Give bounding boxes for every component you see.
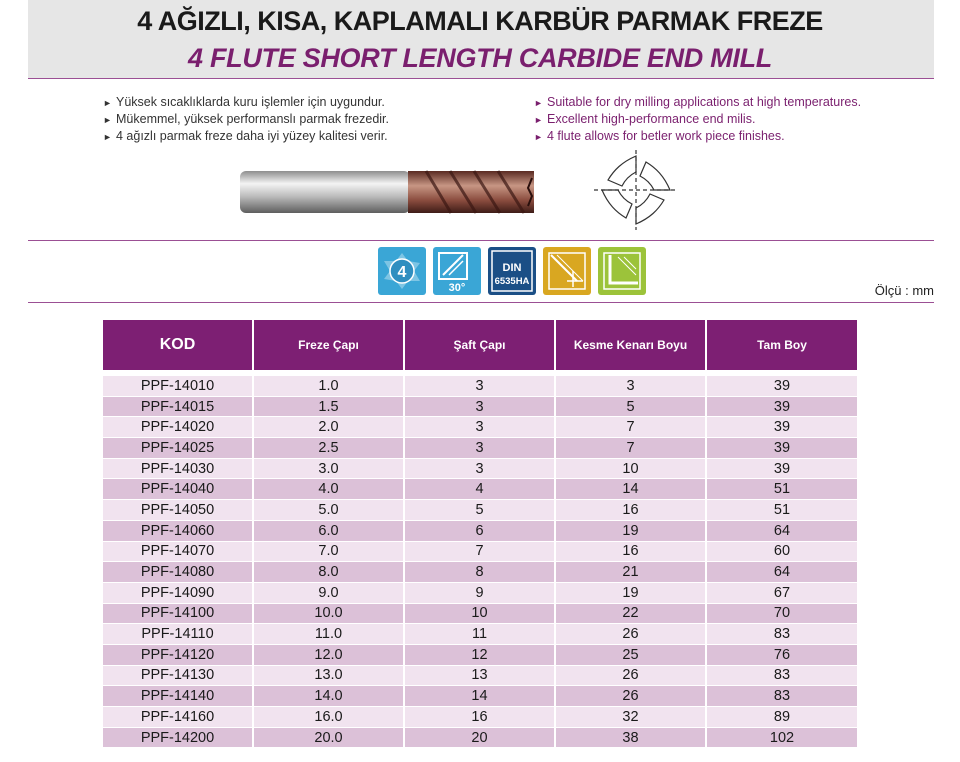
cell-cutting-length: 14 bbox=[555, 479, 706, 500]
flute-count-icon bbox=[378, 247, 426, 295]
cell-overall-length: 39 bbox=[706, 458, 857, 479]
feature-item: ► Yüksek sıcaklıklarda kuru işlemler için uygundur. bbox=[103, 95, 385, 109]
cell-overall-length: 83 bbox=[706, 686, 857, 707]
table-body bbox=[103, 370, 857, 748]
cell-code: PPF-14025 bbox=[103, 438, 253, 459]
cell-cutting-length: 3 bbox=[555, 376, 706, 396]
cell-shank-diameter: 3 bbox=[404, 438, 555, 459]
cell-code: PPF-14080 bbox=[103, 562, 253, 583]
cell-shank-diameter: 12 bbox=[404, 644, 555, 665]
cell-mill-diameter: 3.0 bbox=[253, 458, 404, 479]
column-header-code: KOD bbox=[103, 320, 253, 370]
cell-overall-length: 51 bbox=[706, 479, 857, 500]
cell-mill-diameter: 4.0 bbox=[253, 479, 404, 500]
side-milling-icon bbox=[543, 247, 591, 295]
cell-mill-diameter: 9.0 bbox=[253, 582, 404, 603]
bullet-arrow-icon: ► bbox=[103, 115, 112, 125]
cell-overall-length: 64 bbox=[706, 520, 857, 541]
table-row bbox=[103, 727, 857, 748]
cell-overall-length: 70 bbox=[706, 603, 857, 624]
cell-overall-length: 76 bbox=[706, 644, 857, 665]
cell-cutting-length: 7 bbox=[555, 438, 706, 459]
column-header-mill-diameter: Freze Çapı bbox=[253, 320, 404, 370]
cell-shank-diameter: 7 bbox=[404, 541, 555, 562]
cell-mill-diameter: 10.0 bbox=[253, 603, 404, 624]
table-row bbox=[103, 686, 857, 707]
cell-code: PPF-14110 bbox=[103, 624, 253, 645]
cell-mill-diameter: 2.5 bbox=[253, 438, 404, 459]
cell-shank-diameter: 13 bbox=[404, 665, 555, 686]
cell-cutting-length: 21 bbox=[555, 562, 706, 583]
product-table bbox=[103, 320, 857, 748]
cell-overall-length: 89 bbox=[706, 707, 857, 728]
cell-overall-length: 39 bbox=[706, 417, 857, 438]
cell-shank-diameter: 10 bbox=[404, 603, 555, 624]
feature-item: ► Suitable for dry milling applications at high temperatures. bbox=[534, 95, 862, 109]
table-row bbox=[103, 624, 857, 645]
table-divider bbox=[28, 302, 934, 303]
slot-milling-icon bbox=[598, 247, 646, 295]
cell-cutting-length: 38 bbox=[555, 727, 706, 748]
svg-text:4: 4 bbox=[397, 264, 407, 281]
feature-item: ► Mükemmel, yüksek performanslı parmak frezedir. bbox=[103, 112, 390, 126]
cell-cutting-length: 26 bbox=[555, 686, 706, 707]
table-row bbox=[103, 396, 857, 417]
cell-mill-diameter: 16.0 bbox=[253, 707, 404, 728]
cell-code: PPF-14030 bbox=[103, 458, 253, 479]
cell-code: PPF-14200 bbox=[103, 727, 253, 748]
cell-mill-diameter: 14.0 bbox=[253, 686, 404, 707]
table-row bbox=[103, 376, 857, 396]
feature-list-turkish bbox=[103, 94, 389, 145]
feature-icon-row bbox=[378, 247, 646, 295]
table-row bbox=[103, 417, 857, 438]
cell-shank-diameter: 6 bbox=[404, 520, 555, 541]
cell-shank-diameter: 11 bbox=[404, 624, 555, 645]
cell-cutting-length: 16 bbox=[555, 541, 706, 562]
cell-shank-diameter: 14 bbox=[404, 686, 555, 707]
cell-cutting-length: 26 bbox=[555, 624, 706, 645]
cell-code: PPF-14060 bbox=[103, 520, 253, 541]
bullet-arrow-icon: ► bbox=[103, 132, 112, 142]
column-header-shank-diameter: Şaft Çapı bbox=[404, 320, 555, 370]
cell-code: PPF-14140 bbox=[103, 686, 253, 707]
column-header-overall-length: Tam Boy bbox=[706, 320, 857, 370]
cell-mill-diameter: 1.0 bbox=[253, 376, 404, 396]
cell-mill-diameter: 12.0 bbox=[253, 644, 404, 665]
table-row bbox=[103, 458, 857, 479]
table-row bbox=[103, 562, 857, 583]
table-row bbox=[103, 644, 857, 665]
cell-mill-diameter: 13.0 bbox=[253, 665, 404, 686]
cell-overall-length: 39 bbox=[706, 376, 857, 396]
cell-mill-diameter: 1.5 bbox=[253, 396, 404, 417]
cell-code: PPF-14015 bbox=[103, 396, 253, 417]
cell-code: PPF-14160 bbox=[103, 707, 253, 728]
helix-angle-icon bbox=[433, 247, 481, 295]
svg-text:6535HA: 6535HA bbox=[494, 276, 530, 287]
table-row bbox=[103, 707, 857, 728]
table-row bbox=[103, 665, 857, 686]
header-divider bbox=[28, 78, 934, 79]
cell-cutting-length: 7 bbox=[555, 417, 706, 438]
cell-overall-length: 39 bbox=[706, 438, 857, 459]
cell-overall-length: 39 bbox=[706, 396, 857, 417]
cell-code: PPF-14100 bbox=[103, 603, 253, 624]
table-header-row bbox=[103, 320, 857, 370]
cell-shank-diameter: 3 bbox=[404, 396, 555, 417]
table-row bbox=[103, 603, 857, 624]
bullet-arrow-icon: ► bbox=[103, 98, 112, 108]
cell-code: PPF-14050 bbox=[103, 500, 253, 521]
cell-mill-diameter: 5.0 bbox=[253, 500, 404, 521]
cell-shank-diameter: 8 bbox=[404, 562, 555, 583]
cell-cutting-length: 22 bbox=[555, 603, 706, 624]
cell-overall-length: 67 bbox=[706, 582, 857, 603]
feature-list-english bbox=[534, 94, 861, 145]
cell-overall-length: 102 bbox=[706, 727, 857, 748]
cell-shank-diameter: 3 bbox=[404, 458, 555, 479]
cell-overall-length: 83 bbox=[706, 624, 857, 645]
end-mill-image bbox=[236, 166, 538, 218]
flute-cross-section-icon bbox=[592, 148, 680, 232]
cell-shank-diameter: 20 bbox=[404, 727, 555, 748]
cell-cutting-length: 19 bbox=[555, 582, 706, 603]
table-row bbox=[103, 479, 857, 500]
section-divider bbox=[28, 240, 934, 241]
cell-shank-diameter: 9 bbox=[404, 582, 555, 603]
cell-code: PPF-14020 bbox=[103, 417, 253, 438]
table-row bbox=[103, 582, 857, 603]
bullet-arrow-icon: ► bbox=[534, 98, 543, 108]
cell-code: PPF-14010 bbox=[103, 376, 253, 396]
cell-code: PPF-14040 bbox=[103, 479, 253, 500]
svg-text:DIN: DIN bbox=[502, 262, 522, 274]
cell-shank-diameter: 3 bbox=[404, 417, 555, 438]
cell-cutting-length: 19 bbox=[555, 520, 706, 541]
cell-cutting-length: 32 bbox=[555, 707, 706, 728]
feature-item: ► Excellent high-performance end milis. bbox=[534, 112, 756, 126]
cell-code: PPF-14070 bbox=[103, 541, 253, 562]
bullet-arrow-icon: ► bbox=[534, 132, 543, 142]
column-header-cutting-length: Kesme Kenarı Boyu bbox=[555, 320, 706, 370]
title-turkish: 4 AĞIZLI, KISA, KAPLAMALI KARBÜR PARMAK FREZE bbox=[137, 6, 823, 36]
table-row bbox=[103, 520, 857, 541]
cell-cutting-length: 16 bbox=[555, 500, 706, 521]
cell-shank-diameter: 16 bbox=[404, 707, 555, 728]
cell-cutting-length: 10 bbox=[555, 458, 706, 479]
cell-shank-diameter: 5 bbox=[404, 500, 555, 521]
cell-overall-length: 60 bbox=[706, 541, 857, 562]
cell-mill-diameter: 20.0 bbox=[253, 727, 404, 748]
bullet-arrow-icon: ► bbox=[534, 115, 543, 125]
cell-cutting-length: 25 bbox=[555, 644, 706, 665]
unit-label: Ölçü : mm bbox=[874, 283, 934, 298]
cell-mill-diameter: 8.0 bbox=[253, 562, 404, 583]
svg-text:30°: 30° bbox=[448, 282, 466, 294]
cell-overall-length: 64 bbox=[706, 562, 857, 583]
cell-shank-diameter: 3 bbox=[404, 376, 555, 396]
table-row bbox=[103, 438, 857, 459]
title-english: 4 FLUTE SHORT LENGTH CARBIDE END MILL bbox=[188, 43, 772, 73]
table-row bbox=[103, 541, 857, 562]
cell-code: PPF-14090 bbox=[103, 582, 253, 603]
feature-item: ► 4 flute allows for betler work piece finishes. bbox=[534, 129, 785, 143]
cell-code: PPF-14120 bbox=[103, 644, 253, 665]
cell-overall-length: 83 bbox=[706, 665, 857, 686]
cell-code: PPF-14130 bbox=[103, 665, 253, 686]
cell-cutting-length: 26 bbox=[555, 665, 706, 686]
feature-item: ► 4 ağızlı parmak freze daha iyi yüzey kalitesi verir. bbox=[103, 129, 388, 143]
cell-cutting-length: 5 bbox=[555, 396, 706, 417]
cell-overall-length: 51 bbox=[706, 500, 857, 521]
din-standard-icon bbox=[488, 247, 536, 295]
cell-mill-diameter: 2.0 bbox=[253, 417, 404, 438]
cell-mill-diameter: 7.0 bbox=[253, 541, 404, 562]
cell-mill-diameter: 6.0 bbox=[253, 520, 404, 541]
cell-shank-diameter: 4 bbox=[404, 479, 555, 500]
table-row bbox=[103, 500, 857, 521]
cell-mill-diameter: 11.0 bbox=[253, 624, 404, 645]
